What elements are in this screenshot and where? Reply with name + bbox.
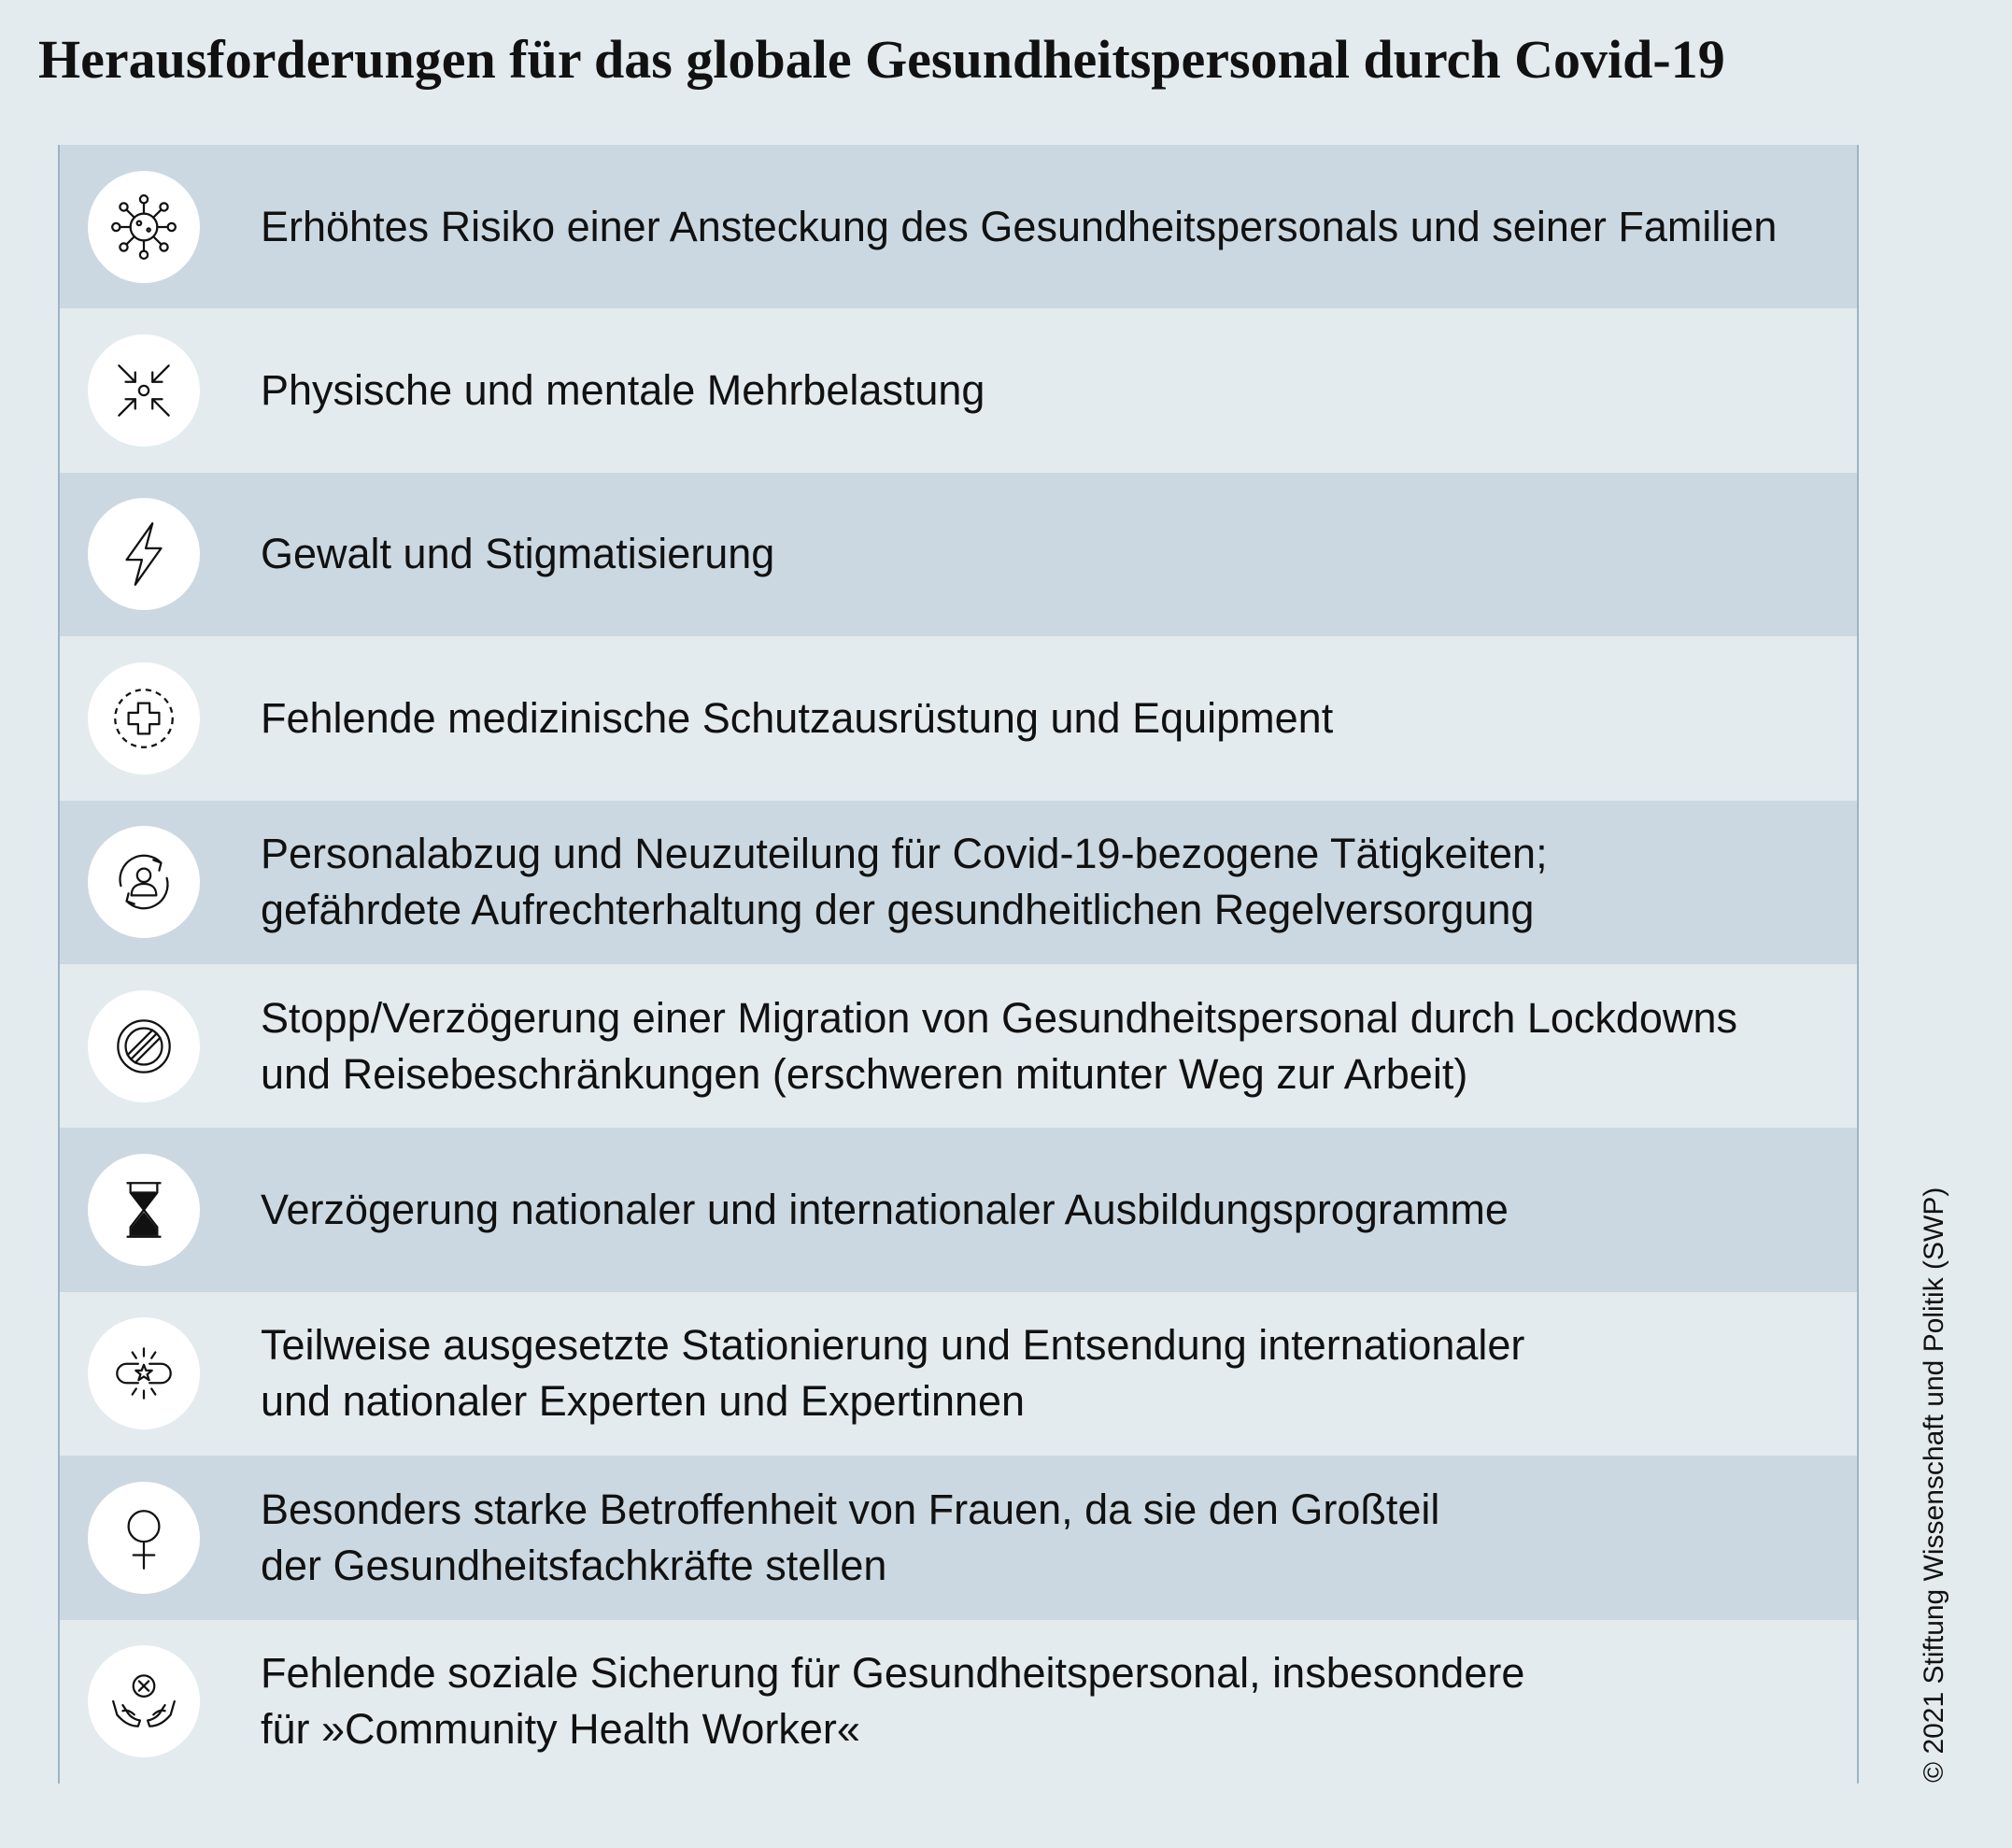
row-text (227, 1645, 1524, 1757)
icon-cell (60, 473, 227, 636)
compress-arrows-icon (88, 334, 200, 447)
table-row (60, 636, 1857, 800)
prohibited-icon (88, 990, 200, 1102)
row-text-line: gefährdete Aufrechterhaltung der gesundheitlichen Regelversorgung (261, 886, 1535, 934)
icon-cell (60, 1128, 227, 1291)
hourglass-icon (88, 1154, 200, 1266)
row-text (227, 1317, 1524, 1429)
row-text (227, 690, 1333, 746)
row-text-line: Gewalt und Stigmatisierung (261, 530, 775, 578)
row-text-line: für »Community Health Worker« (261, 1705, 860, 1754)
icon-cell (60, 801, 227, 964)
icon-cell (60, 1292, 227, 1456)
copyright-note: © 2021 Stiftung Wissenschaft und Politik (SWP) (1919, 1187, 1949, 1783)
row-text (227, 362, 985, 419)
table-row (60, 801, 1857, 964)
icon-cell (60, 1620, 227, 1784)
row-text-line: Erhöhtes Risiko einer Ansteckung des Gesundheitspersonals und seiner Familien (261, 202, 1778, 250)
table-row (60, 964, 1857, 1128)
table-row (60, 1620, 1857, 1784)
row-text (227, 826, 1548, 938)
row-text-line: Fehlende soziale Sicherung für Gesundheitspersonal, insbesondere (261, 1649, 1525, 1698)
challenges-table (58, 145, 1859, 1784)
page-title: Herausforderungen für das globale Gesundheitspersonal durch Covid-19 (38, 29, 1725, 90)
table-row (60, 1456, 1857, 1619)
table-row (60, 1292, 1857, 1456)
icon-cell (60, 308, 227, 472)
row-text-line: der Gesundheitsfachkräfte stellen (261, 1541, 887, 1589)
icon-cell (60, 1456, 227, 1619)
row-text-line: Teilweise ausgesetzte Stationierung und Entsendung internationaler (261, 1321, 1525, 1370)
row-text-line: und nationaler Experten und Expertinnen (261, 1377, 1026, 1426)
icon-cell (60, 145, 227, 308)
row-text-line: und Reisebeschränkungen (erschweren mitunter Weg zur Arbeit) (261, 1049, 1468, 1098)
broken-link-star-icon (88, 1317, 200, 1429)
row-text (227, 526, 774, 582)
row-text-line: Personalabzug und Neuzuteilung für Covid-19-bezogene Tätigkeiten; (261, 830, 1548, 878)
person-rotate-icon (88, 826, 200, 938)
icon-cell (60, 636, 227, 800)
row-text (227, 990, 1737, 1102)
row-text (227, 199, 1777, 255)
table-row (60, 308, 1857, 472)
lightning-bolt-icon (88, 498, 200, 610)
row-text-line: Verzögerung nationaler und internationaler Ausbildungsprogramme (261, 1186, 1509, 1234)
row-text-line: Fehlende medizinische Schutzausrüstung und Equipment (261, 693, 1334, 742)
row-text-line: Physische und mentale Mehrbelastung (261, 366, 985, 415)
row-text (227, 1182, 1509, 1238)
medical-cross-icon (88, 662, 200, 775)
virus-icon (88, 171, 200, 283)
hands-care-icon (88, 1645, 200, 1757)
table-row (60, 145, 1857, 308)
row-text (227, 1482, 1439, 1594)
table-row (60, 473, 1857, 636)
female-symbol-icon (88, 1482, 200, 1594)
row-text-line: Besonders starke Betroffenheit von Frauen, da sie den Großteil (261, 1485, 1440, 1533)
row-text-line: Stopp/Verzögerung einer Migration von Gesundheitspersonal durch Lockdowns (261, 993, 1737, 1042)
table-row (60, 1128, 1857, 1291)
icon-cell (60, 964, 227, 1128)
